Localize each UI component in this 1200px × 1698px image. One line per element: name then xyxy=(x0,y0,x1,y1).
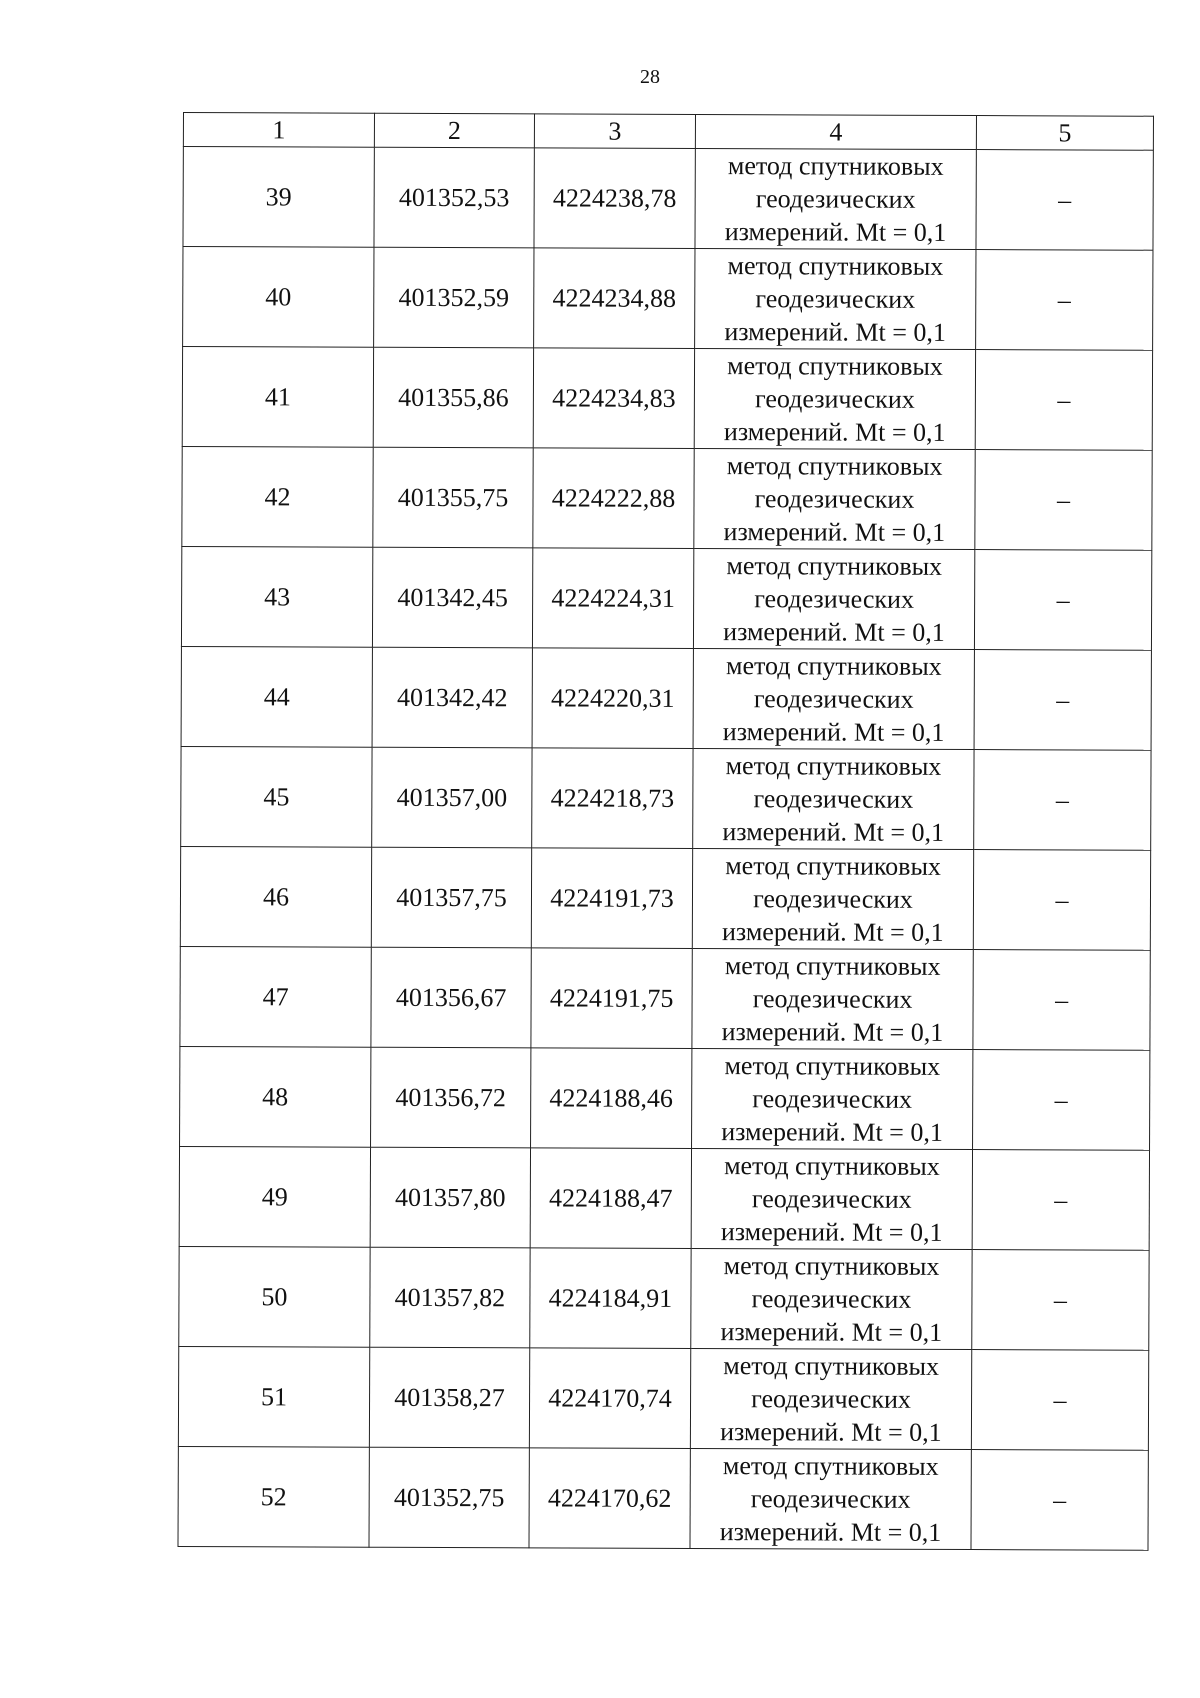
method-line-2: геодезических xyxy=(754,384,915,414)
method-line-3: измерений. Mt = 0,1 xyxy=(721,1117,943,1147)
method-line-3: измерений. Mt = 0,1 xyxy=(723,617,945,647)
x-coordinate-cell: 401355,75 xyxy=(373,447,533,548)
method-line-1: метод спутниковых xyxy=(724,951,941,981)
y-coordinate-cell: 4224188,47 xyxy=(530,1148,691,1249)
y-coordinate-cell: 4224220,31 xyxy=(532,648,693,749)
method-line-2: геодезических xyxy=(755,284,916,314)
point-number-cell: 50 xyxy=(179,1246,370,1347)
method-cell xyxy=(690,1448,971,1549)
header-cell-5: 5 xyxy=(976,116,1153,151)
method-line-3: измерений. Mt = 0,1 xyxy=(722,717,945,747)
point-number-cell: 39 xyxy=(183,147,374,248)
method-cell xyxy=(691,1148,972,1249)
dash-cell: – xyxy=(976,250,1153,351)
method-line-2: геодезических xyxy=(753,884,913,914)
y-coordinate-cell: 4224188,46 xyxy=(531,1048,692,1149)
dash-cell: – xyxy=(975,350,1152,451)
point-number-cell: 42 xyxy=(182,446,373,547)
x-coordinate-cell: 401357,82 xyxy=(370,1247,530,1348)
method-cell xyxy=(693,648,974,749)
y-coordinate-cell: 4224170,62 xyxy=(529,1448,690,1549)
method-line-1: метод спутниковых xyxy=(725,751,942,781)
header-row xyxy=(183,113,1153,151)
point-number-cell: 47 xyxy=(180,946,371,1047)
table-row xyxy=(181,646,1151,750)
method-line-1: метод спутниковых xyxy=(725,651,942,681)
method-line-3: измерений. Mt = 0,1 xyxy=(719,1517,942,1547)
dash-cell: – xyxy=(973,1050,1150,1151)
x-coordinate-cell: 401357,75 xyxy=(371,847,531,948)
table-row xyxy=(179,1246,1149,1350)
table-row xyxy=(181,546,1151,650)
method-line-1: метод спутниковых xyxy=(723,1351,940,1381)
method-line-3: измерений. Mt = 0,1 xyxy=(722,817,945,847)
method-cell xyxy=(694,448,975,549)
method-cell xyxy=(691,1248,972,1349)
method-line-3: измерений. Mt = 0,1 xyxy=(724,317,947,347)
method-cell xyxy=(692,848,973,949)
y-coordinate-cell: 4224191,73 xyxy=(531,848,692,949)
method-line-3: измерений. Mt = 0,1 xyxy=(723,517,946,547)
point-number-cell: 52 xyxy=(178,1446,369,1547)
x-coordinate-cell: 401352,75 xyxy=(369,1447,529,1548)
method-line-3: измерений. Mt = 0,1 xyxy=(720,1217,943,1247)
method-line-1: метод спутниковых xyxy=(724,1151,940,1181)
method-cell xyxy=(693,748,974,849)
table-row xyxy=(183,147,1153,251)
coordinates-table xyxy=(177,112,1154,1551)
x-coordinate-cell: 401352,59 xyxy=(374,247,534,348)
dash-cell: – xyxy=(972,1150,1149,1251)
header-cell-4: 4 xyxy=(695,114,976,149)
method-cell xyxy=(694,348,975,449)
method-line-3: измерений. Mt = 0,1 xyxy=(724,217,947,247)
method-cell xyxy=(695,148,976,249)
method-line-1: метод спутниковых xyxy=(722,1451,939,1481)
y-coordinate-cell: 4224238,78 xyxy=(534,148,695,249)
method-cell xyxy=(692,948,973,1049)
point-number-cell: 41 xyxy=(182,347,373,448)
header-cell-2: 2 xyxy=(374,113,534,148)
method-cell xyxy=(695,248,976,349)
page-number: 28 xyxy=(640,66,660,88)
dash-cell: – xyxy=(974,550,1151,651)
table-row xyxy=(181,746,1151,850)
y-coordinate-cell: 4224222,88 xyxy=(533,448,694,549)
y-coordinate-cell: 4224218,73 xyxy=(532,748,693,849)
point-number-cell: 43 xyxy=(181,546,372,647)
method-line-3: измерений. Mt = 0,1 xyxy=(723,417,946,447)
point-number-cell: 45 xyxy=(181,746,372,847)
x-coordinate-cell: 401342,42 xyxy=(372,647,532,748)
table-row xyxy=(183,247,1153,351)
dash-cell: – xyxy=(975,450,1152,551)
method-line-3: измерений. Mt = 0,1 xyxy=(721,917,944,947)
table-row xyxy=(180,946,1150,1050)
x-coordinate-cell: 401358,27 xyxy=(369,1347,529,1448)
method-line-2: геодезических xyxy=(750,1484,911,1514)
table-row xyxy=(182,446,1152,550)
method-line-2: геодезических xyxy=(751,1384,911,1414)
y-coordinate-cell: 4224234,83 xyxy=(533,348,694,449)
y-coordinate-cell: 4224191,75 xyxy=(531,948,692,1049)
method-line-1: метод спутниковых xyxy=(725,851,942,881)
header-cell-1: 1 xyxy=(183,113,374,148)
x-coordinate-cell: 401357,00 xyxy=(372,747,532,848)
dash-cell: – xyxy=(972,1250,1149,1351)
y-coordinate-cell: 4224170,74 xyxy=(529,1348,690,1449)
x-coordinate-cell: 401342,45 xyxy=(372,547,532,648)
method-line-2: геодезических xyxy=(751,1284,912,1314)
dash-cell: – xyxy=(973,950,1150,1051)
method-line-2: геодезических xyxy=(752,984,913,1014)
header-cell-3: 3 xyxy=(534,114,695,149)
method-cell xyxy=(693,548,974,649)
x-coordinate-cell: 401352,53 xyxy=(374,147,534,248)
y-coordinate-cell: 4224234,88 xyxy=(534,248,695,349)
dash-cell: – xyxy=(971,1350,1148,1451)
method-cell xyxy=(692,1048,973,1149)
table-row xyxy=(180,1046,1150,1150)
table-row xyxy=(179,1146,1149,1250)
method-line-2: геодезических xyxy=(755,184,916,214)
point-number-cell: 51 xyxy=(178,1346,369,1447)
dash-cell: – xyxy=(976,150,1153,251)
method-line-1: метод спутниковых xyxy=(727,351,943,381)
method-line-2: геодезических xyxy=(754,484,915,514)
x-coordinate-cell: 401355,86 xyxy=(373,347,533,448)
method-line-1: метод спутниковых xyxy=(727,151,944,181)
table-row xyxy=(178,1446,1148,1550)
x-coordinate-cell: 401357,80 xyxy=(370,1147,530,1248)
method-line-1: метод спутниковых xyxy=(726,451,943,481)
table-row xyxy=(180,846,1150,950)
method-line-2: геодезических xyxy=(751,1184,912,1214)
dash-cell: – xyxy=(974,650,1151,751)
method-line-1: метод спутниковых xyxy=(724,1051,941,1081)
table-row xyxy=(178,1346,1148,1450)
method-line-1: метод спутниковых xyxy=(726,551,943,581)
method-line-2: геодезических xyxy=(752,1084,913,1114)
point-number-cell: 40 xyxy=(183,247,374,348)
point-number-cell: 44 xyxy=(181,646,372,747)
point-number-cell: 46 xyxy=(180,846,371,947)
method-line-3: измерений. Mt = 0,1 xyxy=(721,1017,944,1047)
method-line-3: измерений. Mt = 0,1 xyxy=(720,1317,943,1347)
y-coordinate-cell: 4224224,31 xyxy=(532,548,693,649)
method-line-3: измерений. Mt = 0,1 xyxy=(720,1417,942,1447)
method-line-2: геодезических xyxy=(753,784,914,814)
dash-cell: – xyxy=(973,850,1150,951)
x-coordinate-cell: 401356,72 xyxy=(371,1047,531,1148)
method-cell xyxy=(690,1348,971,1449)
x-coordinate-cell: 401356,67 xyxy=(371,947,531,1048)
dash-cell: – xyxy=(974,750,1151,851)
table-body xyxy=(178,147,1153,1551)
table-row xyxy=(182,347,1152,451)
point-number-cell: 49 xyxy=(179,1146,370,1247)
method-line-2: геодезических xyxy=(753,684,914,714)
y-coordinate-cell: 4224184,91 xyxy=(530,1248,691,1349)
dash-cell: – xyxy=(971,1450,1148,1551)
method-line-1: метод спутниковых xyxy=(727,251,944,281)
method-line-2: геодезических xyxy=(754,584,915,614)
method-line-1: метод спутниковых xyxy=(723,1251,940,1281)
point-number-cell: 48 xyxy=(180,1046,371,1147)
